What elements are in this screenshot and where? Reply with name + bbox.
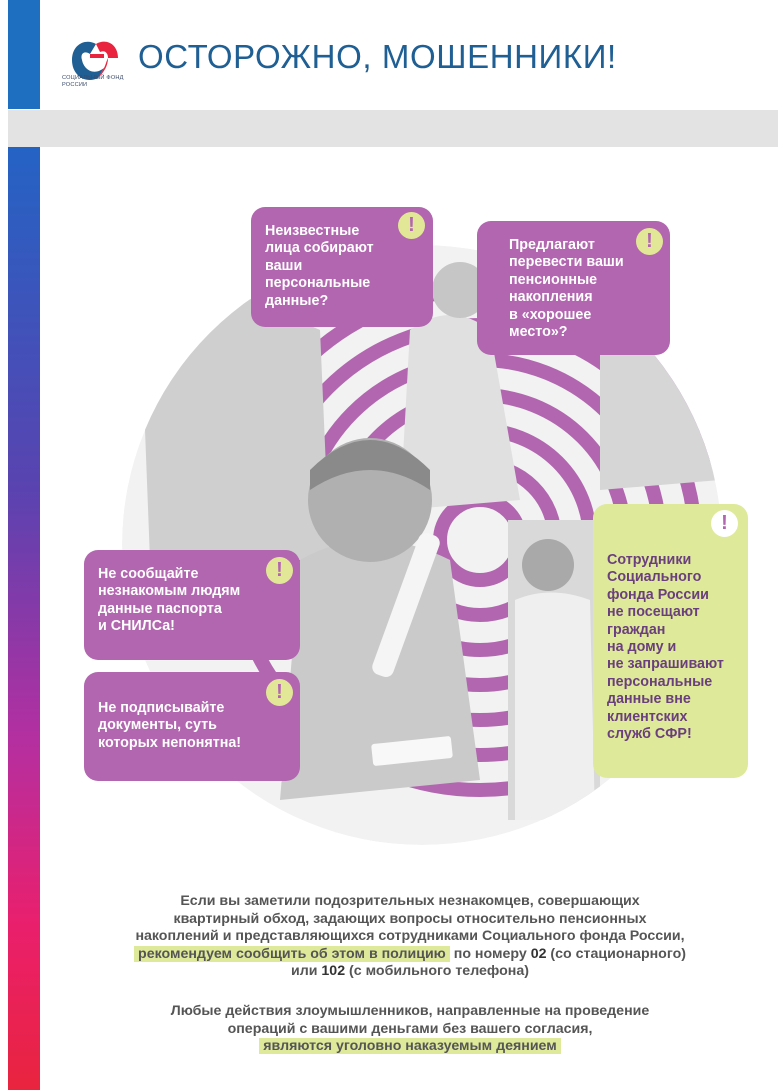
exclamation-icon: !	[266, 557, 293, 584]
exclamation-icon: !	[711, 510, 738, 537]
logo-caption: СОЦИАЛЬНЫЙ ФОНД РОССИИ	[62, 75, 124, 88]
bubble-text: Неизвестные лица собирают ваши персональные данные?	[265, 223, 374, 309]
text-fragment: (с мобильного телефона)	[349, 963, 529, 980]
bubble-text: Сотрудники Социального фонда России не посещают граждан на дому и не запрашивают персональные данные вне клиентских служб СФР!	[607, 552, 724, 743]
exclamation-icon: !	[398, 212, 425, 239]
text-line: Любые действия злоумышленников, направленные на проведение	[170, 1003, 650, 1019]
exclamation-icon: !	[636, 228, 663, 255]
text-line	[60, 946, 760, 964]
text-fragment: по номеру	[453, 945, 527, 962]
text-line: квартирный обход, задающих вопросы относительно пенсионных	[173, 910, 647, 927]
page-title: ОСТОРОЖНО, МОШЕННИКИ!	[138, 38, 617, 75]
highlight-report-police: рекомендуем сообщить об этом в полицию	[134, 946, 450, 962]
bubble-text: Не сообщайте незнакомым людям данные паспорта и СНИЛСа!	[98, 566, 241, 635]
text-line: Если вы заметили подозрительных незнакомцев, совершающих	[180, 893, 640, 909]
text-line	[60, 963, 760, 981]
text-fragment: (со стационарного)	[550, 945, 686, 962]
exclamation-icon: !	[266, 679, 293, 706]
text-fragment: или	[291, 963, 318, 980]
text-line	[60, 1038, 760, 1056]
bubble-text: Предлагают перевести ваши пенсионные накопления в «хорошее место»?	[509, 237, 624, 341]
criminal-liability-paragraph	[60, 1003, 760, 1056]
police-notice-paragraph	[60, 893, 760, 981]
phone-number-mobile: 102	[321, 963, 346, 980]
text-line: операций с вашими деньгами без вашего согласия,	[227, 1020, 593, 1037]
phone-number-landline: 02	[530, 945, 547, 962]
bubble-text: Не подписывайте документы, суть которых непонятна!	[98, 700, 242, 751]
text-line: накоплений и представляющихся сотрудниками Социального фонда России,	[135, 928, 685, 945]
highlight-criminal-offence: являются уголовно наказуемым деянием	[259, 1038, 561, 1054]
bubble-sfr-employees	[593, 504, 748, 778]
